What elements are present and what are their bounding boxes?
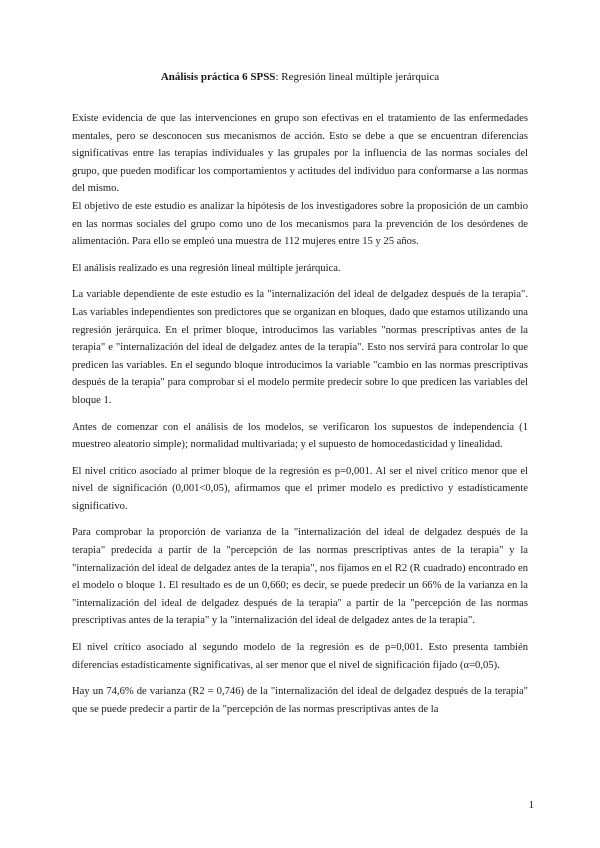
paragraph-assumptions: Antes de comenzar con el análisis de los modelos, se verificaron los supuestos de independencia (1 muestreo aleatorio simple); normalidad multivariada; y el supuesto de homocedasticidad y linealidad. [72,421,528,451]
paragraph-block2-significance: El nivel crítico asociado al segundo modelo de la regresión es de p=0,001. Esto presenta también diferencias estadísticamente significativas, al ser menor que el nivel de significación fijado (α=0,05). [72,642,528,671]
title-rest: : Regresión lineal múltiple jerárquica [275,71,440,83]
paragraph-analysis-type: El análisis realizado es una regresión lineal múltiple jerárquica. [72,262,341,274]
paragraph-block2-variance: Hay un 74,6% de varianza (R2 = 0,746) de la "internalización del ideal de delgadez después de la terapia" que se puede predecir a partir de la "percepción de las normas prescriptivas antes de la [72,686,528,715]
paragraph-introduction: Existe evidencia de que las intervenciones en grupo son efectivas en el tratamiento de las enfermedades mentales, pero se desconocen sus mecanismos de acción. Esto se debe a que se encuentran diferencias significativas entre las terapias individuales y las grupales por la influencia de las normas sociales del grupo, que pueden modificar los comportamientos y actitudes del individuo para conformarse a las normas del mismo. [72,113,528,195]
document-body [72,110,528,727]
document-title [0,70,600,84]
paragraph-block1-variance: Para comprobar la proporción de varianza de la "internalización del ideal de delgadez después de la terapia" predecida a partir de la "percepción de las normas prescriptivas antes de la terapia" y la "internalización del ideal de delgadez antes de la terapia", nos fijamos en el R2 (R cuadrado) encontrado en el modelo o bloque 1. El resultado es de un 0,660; es decir, se puede predecir un 66% de la varianza en la "internalización del ideal de delgadez después de la terapia" a partir de la "percepción de las normas prescriptivas antes de la terapia" y la "internalización del ideal de delgadez antes de la terapia". [72,527,528,627]
paragraph-variables: La variable dependiente de este estudio es la "internalización del ideal de delgadez después de la terapia". Las variables independientes son predictores que se organizan en bloques, dado que estamos utilizando una regresión jerárquica. En el primer bloque, introducimos las variables "normas prescriptivas antes de la terapia" e "internalización del ideal de delgadez antes de la terapia". Esto nos servirá para controlar lo que predicen las variables. En el segundo bloque introducimos la variable "cambio en las normas prescriptivas después de la terapia" para comprobar si el modelo permite predecir sobre lo que predicen las variables del bloque 1. [72,289,528,406]
paragraph-block1-significance: El nivel crítico asociado al primer bloque de la regresión es p=0,001. Al ser el nivel crítico menor que el nivel de significación (0,001<0,05), afirmamos que el primer modelo es predictivo y estadísticamente significativo. [72,465,528,512]
paragraph-objective: El objetivo de este estudio es analizar la hipótesis de los investigadores sobre la proposición de un cambio en las normas sociales del grupo como uno de los mecanismos para la prevención de los desórdenes de alimentación. Para ello se empleó una muestra de 112 mujeres entre 15 y 25 años. [72,200,528,248]
page-number: 1 [528,799,534,811]
title-bold: Análisis práctica 6 SPSS [160,71,276,83]
